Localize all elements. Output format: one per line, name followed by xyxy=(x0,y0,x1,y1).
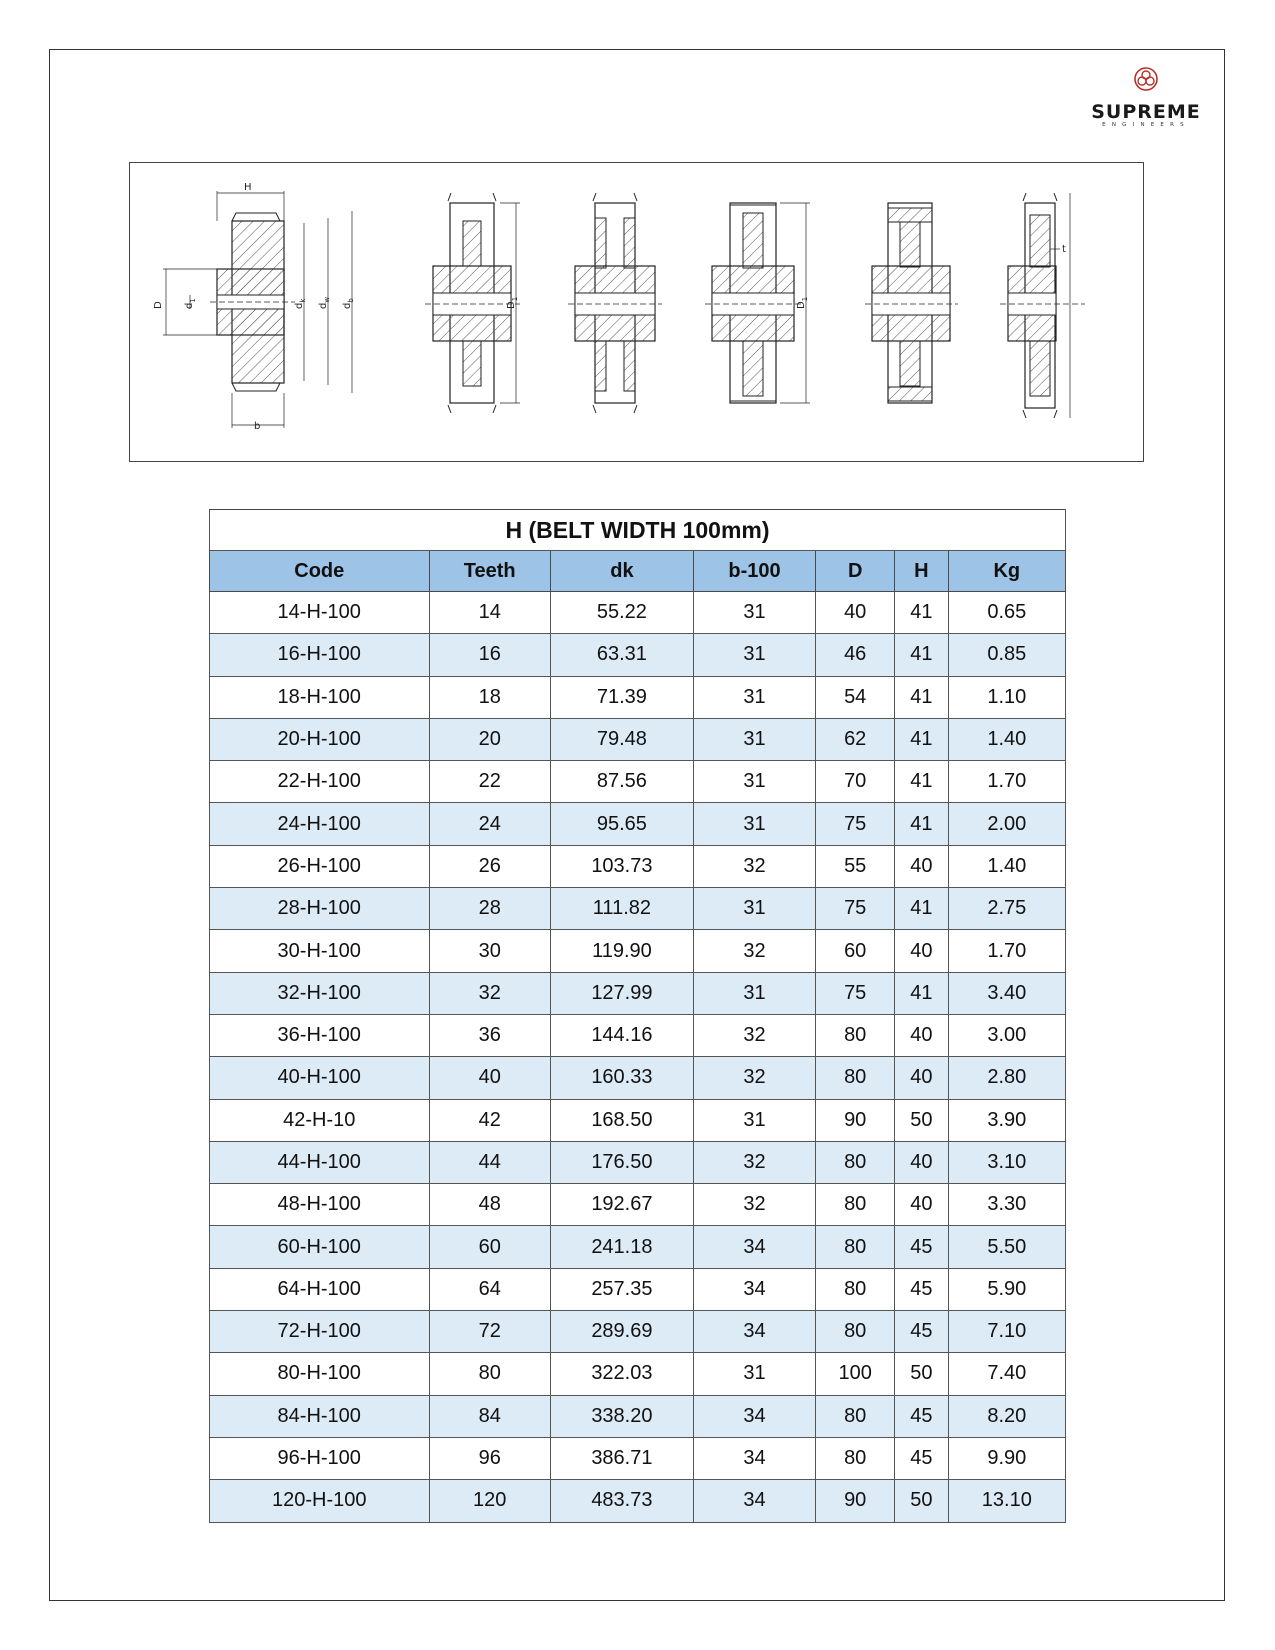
table-cell: 84-H-100 xyxy=(210,1395,430,1437)
table-cell: 44-H-100 xyxy=(210,1141,430,1183)
table-cell: 80 xyxy=(816,1311,895,1353)
table-cell: 34 xyxy=(693,1268,815,1310)
table-cell: 60 xyxy=(429,1226,550,1268)
table-cell: 111.82 xyxy=(550,888,693,930)
pulley-profile-6 xyxy=(1000,193,1085,418)
table-cell: 45 xyxy=(895,1311,948,1353)
dim-label-D: D xyxy=(153,301,164,309)
table-cell: 80 xyxy=(816,1014,895,1056)
table-cell: 31 xyxy=(693,888,815,930)
table-cell: 20 xyxy=(429,718,550,760)
table-header-row xyxy=(210,551,1066,592)
table-cell: 31 xyxy=(693,803,815,845)
table-cell: 84 xyxy=(429,1395,550,1437)
table-cell: 7.10 xyxy=(948,1311,1065,1353)
pulley-profile-3 xyxy=(568,193,662,413)
table-row xyxy=(210,676,1066,718)
table-cell: 3.10 xyxy=(948,1141,1065,1183)
table-cell: 80 xyxy=(816,1226,895,1268)
table-row xyxy=(210,1141,1066,1183)
table-cell: 45 xyxy=(895,1268,948,1310)
table-cell: 41 xyxy=(895,972,948,1014)
table-cell: 40 xyxy=(895,1184,948,1226)
dim-label-H: H xyxy=(244,182,252,193)
table-title: H (BELT WIDTH 100mm) xyxy=(210,510,1066,551)
table-cell: 50 xyxy=(895,1099,948,1141)
logo-name: SUPREME xyxy=(1091,101,1201,123)
table-cell: 34 xyxy=(693,1437,815,1479)
table-cell: 48 xyxy=(429,1184,550,1226)
table-cell: 9.90 xyxy=(948,1437,1065,1479)
table-cell: 40 xyxy=(895,845,948,887)
table-cell: 28-H-100 xyxy=(210,888,430,930)
table-row xyxy=(210,845,1066,887)
table-cell: 36-H-100 xyxy=(210,1014,430,1056)
table-cell: 62 xyxy=(816,718,895,760)
dim-label-d1: $d_1$ xyxy=(184,298,197,309)
table-cell: 1.10 xyxy=(948,676,1065,718)
table-cell: 30-H-100 xyxy=(210,930,430,972)
table-cell: 64 xyxy=(429,1268,550,1310)
dim-label-db: $d_b$ xyxy=(342,298,355,309)
table-cell: 40 xyxy=(895,930,948,972)
pulley-profile-2 xyxy=(425,193,520,413)
column-header-h: H xyxy=(895,551,948,592)
table-cell: 2.00 xyxy=(948,803,1065,845)
table-cell: 75 xyxy=(816,888,895,930)
table-cell: 80 xyxy=(816,1268,895,1310)
table-cell: 483.73 xyxy=(550,1480,693,1522)
table-cell: 95.65 xyxy=(550,803,693,845)
column-header-teeth: Teeth xyxy=(429,551,550,592)
table-cell: 0.85 xyxy=(948,634,1065,676)
table-cell: 18 xyxy=(429,676,550,718)
table-cell: 338.20 xyxy=(550,1395,693,1437)
table-cell: 31 xyxy=(693,1353,815,1395)
table-cell: 3.90 xyxy=(948,1099,1065,1141)
table-cell: 2.75 xyxy=(948,888,1065,930)
table-cell: 32 xyxy=(429,972,550,1014)
table-cell: 127.99 xyxy=(550,972,693,1014)
table-cell: 75 xyxy=(816,972,895,1014)
table-cell: 241.18 xyxy=(550,1226,693,1268)
table-cell: 90 xyxy=(816,1480,895,1522)
table-cell: 31 xyxy=(693,718,815,760)
table-row xyxy=(210,1184,1066,1226)
table-row xyxy=(210,1057,1066,1099)
table-cell: 24 xyxy=(429,803,550,845)
table-cell: 40 xyxy=(429,1057,550,1099)
table-cell: 1.70 xyxy=(948,930,1065,972)
table-cell: 120 xyxy=(429,1480,550,1522)
table-row xyxy=(210,761,1066,803)
logo-mark-icon xyxy=(1132,66,1160,92)
table-cell: 34 xyxy=(693,1311,815,1353)
table-cell: 34 xyxy=(693,1226,815,1268)
dim-label-dk: $d_k$ xyxy=(294,298,307,309)
table-cell: 120-H-100 xyxy=(210,1480,430,1522)
table-cell: 90 xyxy=(816,1099,895,1141)
table-cell: 40 xyxy=(895,1014,948,1056)
logo-tagline: ENGINEERS xyxy=(1102,122,1190,128)
table-cell: 192.67 xyxy=(550,1184,693,1226)
table-row xyxy=(210,634,1066,676)
table-row xyxy=(210,972,1066,1014)
table-cell: 1.40 xyxy=(948,845,1065,887)
table-cell: 64-H-100 xyxy=(210,1268,430,1310)
table-cell: 80 xyxy=(816,1395,895,1437)
table-cell: 32 xyxy=(693,845,815,887)
table-cell: 55.22 xyxy=(550,592,693,634)
pulley-profile-1 xyxy=(153,182,355,432)
dim-label-b: b xyxy=(254,421,261,432)
table-cell: 34 xyxy=(693,1480,815,1522)
table-cell: 26-H-100 xyxy=(210,845,430,887)
pulley-technical-drawings xyxy=(130,163,1143,461)
table-cell: 7.40 xyxy=(948,1353,1065,1395)
table-cell: 18-H-100 xyxy=(210,676,430,718)
table-cell: 16 xyxy=(429,634,550,676)
table-cell: 80 xyxy=(816,1057,895,1099)
table-cell: 257.35 xyxy=(550,1268,693,1310)
column-header-kg: Kg xyxy=(948,551,1065,592)
table-cell: 72-H-100 xyxy=(210,1311,430,1353)
table-cell: 1.40 xyxy=(948,718,1065,760)
table-cell: 70 xyxy=(816,761,895,803)
table-cell: 34 xyxy=(693,1395,815,1437)
table-row xyxy=(210,1353,1066,1395)
table-cell: 80-H-100 xyxy=(210,1353,430,1395)
table-cell: 386.71 xyxy=(550,1437,693,1479)
table-cell: 80 xyxy=(816,1437,895,1479)
table-cell: 5.90 xyxy=(948,1268,1065,1310)
table-cell: 32 xyxy=(693,1014,815,1056)
h-belt-spec-table xyxy=(209,509,1066,1523)
table-cell: 160.33 xyxy=(550,1057,693,1099)
company-logo xyxy=(1090,66,1202,128)
table-cell: 36 xyxy=(429,1014,550,1056)
table-cell: 48-H-100 xyxy=(210,1184,430,1226)
table-cell: 41 xyxy=(895,803,948,845)
table-cell: 40 xyxy=(895,1141,948,1183)
table-cell: 32 xyxy=(693,1141,815,1183)
table-cell: 176.50 xyxy=(550,1141,693,1183)
table-cell: 2.80 xyxy=(948,1057,1065,1099)
table-cell: 87.56 xyxy=(550,761,693,803)
table-cell: 60 xyxy=(816,930,895,972)
table-cell: 42 xyxy=(429,1099,550,1141)
table-row xyxy=(210,1311,1066,1353)
table-cell: 42-H-10 xyxy=(210,1099,430,1141)
table-cell: 31 xyxy=(693,761,815,803)
table-cell: 41 xyxy=(895,761,948,803)
table-cell: 44 xyxy=(429,1141,550,1183)
table-cell: 41 xyxy=(895,888,948,930)
table-cell: 54 xyxy=(816,676,895,718)
table-cell: 41 xyxy=(895,634,948,676)
pulley-diagram-panel xyxy=(129,162,1144,462)
table-cell: 79.48 xyxy=(550,718,693,760)
table-cell: 13.10 xyxy=(948,1480,1065,1522)
table-cell: 80 xyxy=(816,1184,895,1226)
table-cell: 63.31 xyxy=(550,634,693,676)
table-cell: 32-H-100 xyxy=(210,972,430,1014)
table-cell: 31 xyxy=(693,676,815,718)
table-cell: 80 xyxy=(816,1141,895,1183)
table-cell: 31 xyxy=(693,1099,815,1141)
table-cell: 32 xyxy=(693,1184,815,1226)
table-cell: 41 xyxy=(895,676,948,718)
table-cell: 3.40 xyxy=(948,972,1065,1014)
table-cell: 100 xyxy=(816,1353,895,1395)
table-row xyxy=(210,1226,1066,1268)
column-header-dk: dk xyxy=(550,551,693,592)
table-cell: 71.39 xyxy=(550,676,693,718)
column-header-code: Code xyxy=(210,551,430,592)
table-cell: 168.50 xyxy=(550,1099,693,1141)
table-cell: 28 xyxy=(429,888,550,930)
table-cell: 80 xyxy=(429,1353,550,1395)
table-cell: 96 xyxy=(429,1437,550,1479)
table-cell: 31 xyxy=(693,634,815,676)
table-cell: 8.20 xyxy=(948,1395,1065,1437)
table-cell: 24-H-100 xyxy=(210,803,430,845)
table-body xyxy=(210,592,1066,1523)
table-cell: 32 xyxy=(693,1057,815,1099)
table-row xyxy=(210,888,1066,930)
table-cell: 40-H-100 xyxy=(210,1057,430,1099)
table-cell: 32 xyxy=(693,930,815,972)
table-cell: 16-H-100 xyxy=(210,634,430,676)
table-cell: 322.03 xyxy=(550,1353,693,1395)
table-row xyxy=(210,1395,1066,1437)
table-cell: 96-H-100 xyxy=(210,1437,430,1479)
table-row xyxy=(210,1437,1066,1479)
pulley-profile-5 xyxy=(865,203,958,403)
table-row xyxy=(210,930,1066,972)
column-header-d: D xyxy=(816,551,895,592)
table-cell: 0.65 xyxy=(948,592,1065,634)
table-cell: 22 xyxy=(429,761,550,803)
table-cell: 45 xyxy=(895,1395,948,1437)
column-header-b-100: b-100 xyxy=(693,551,815,592)
table-row xyxy=(210,803,1066,845)
dim-label-t: t xyxy=(1062,244,1066,255)
table-cell: 3.30 xyxy=(948,1184,1065,1226)
table-cell: 55 xyxy=(816,845,895,887)
table-cell: 60-H-100 xyxy=(210,1226,430,1268)
table-cell: 72 xyxy=(429,1311,550,1353)
dim-label-dw: $d_w$ xyxy=(318,296,331,309)
table-cell: 40 xyxy=(895,1057,948,1099)
table-cell: 50 xyxy=(895,1480,948,1522)
table-row xyxy=(210,1014,1066,1056)
table-cell: 289.69 xyxy=(550,1311,693,1353)
table-cell: 14 xyxy=(429,592,550,634)
table-row xyxy=(210,718,1066,760)
dim-label-D1-a: $D_1$ xyxy=(506,296,519,309)
table-cell: 31 xyxy=(693,592,815,634)
table-row xyxy=(210,1268,1066,1310)
table-cell: 75 xyxy=(816,803,895,845)
table-cell: 20-H-100 xyxy=(210,718,430,760)
table-cell: 14-H-100 xyxy=(210,592,430,634)
table-row xyxy=(210,1480,1066,1522)
table-cell: 1.70 xyxy=(948,761,1065,803)
table-cell: 41 xyxy=(895,592,948,634)
table-cell: 31 xyxy=(693,972,815,1014)
table-cell: 3.00 xyxy=(948,1014,1065,1056)
dim-label-D1-b: $D_1$ xyxy=(796,296,809,309)
table-cell: 144.16 xyxy=(550,1014,693,1056)
table-cell: 45 xyxy=(895,1437,948,1479)
table-cell: 41 xyxy=(895,718,948,760)
table-cell: 119.90 xyxy=(550,930,693,972)
table-cell: 30 xyxy=(429,930,550,972)
table-cell: 46 xyxy=(816,634,895,676)
table-cell: 26 xyxy=(429,845,550,887)
table-cell: 22-H-100 xyxy=(210,761,430,803)
table-cell: 50 xyxy=(895,1353,948,1395)
table-cell: 40 xyxy=(816,592,895,634)
table-cell: 45 xyxy=(895,1226,948,1268)
table-row xyxy=(210,592,1066,634)
pulley-profile-4 xyxy=(705,203,810,403)
table-cell: 103.73 xyxy=(550,845,693,887)
table-cell: 5.50 xyxy=(948,1226,1065,1268)
table-row xyxy=(210,1099,1066,1141)
